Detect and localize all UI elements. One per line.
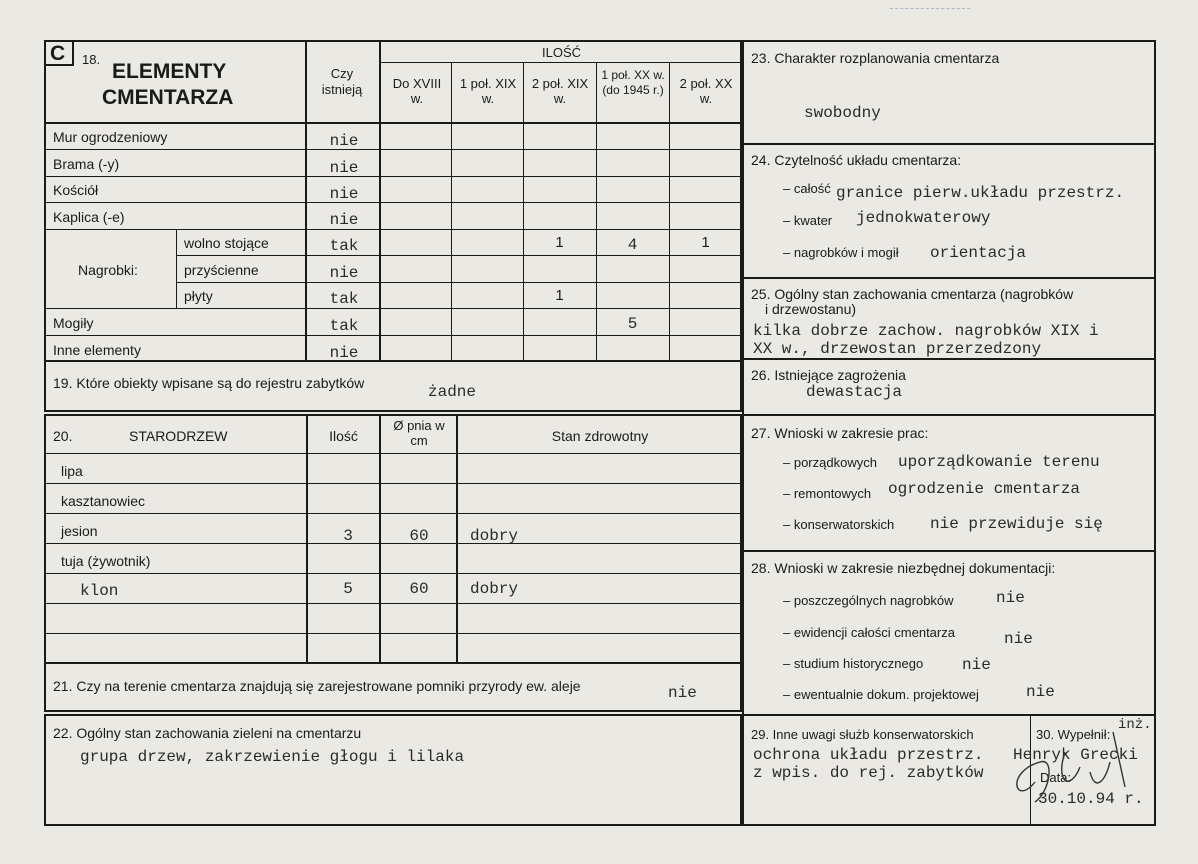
quantity-value: 4 bbox=[627, 236, 638, 254]
tree-label: kasztanowiec bbox=[61, 493, 146, 509]
section-20-number: 20. bbox=[53, 428, 73, 444]
row-label: Kaplica (-e) bbox=[53, 209, 125, 225]
exists-value: nie bbox=[329, 132, 359, 150]
section-27-label: 27. Wnioski w zakresie prac: bbox=[751, 425, 929, 441]
tree-qty: 3 bbox=[343, 527, 353, 545]
divider bbox=[379, 40, 381, 362]
row-label: Mogiły bbox=[53, 315, 94, 331]
work-item-label: – porządkowych bbox=[783, 455, 877, 470]
section-26-value: dewastacja bbox=[806, 383, 903, 401]
work-item-label: – remontowych bbox=[783, 486, 872, 501]
section-18-number: 18. bbox=[82, 52, 101, 67]
divider bbox=[176, 255, 742, 256]
exists-value: tak bbox=[329, 290, 359, 308]
exists-value: tak bbox=[329, 237, 359, 255]
tree-label: klon bbox=[80, 582, 119, 600]
tree-health: dobry bbox=[470, 527, 519, 545]
divider bbox=[742, 550, 1156, 552]
exists-value: nie bbox=[329, 159, 359, 177]
section-29-value-2: z wpis. do rej. zabytków bbox=[753, 764, 984, 782]
section-19-value: żadne bbox=[428, 383, 477, 401]
divider bbox=[742, 143, 1156, 145]
legibility-item-value: jednokwaterowy bbox=[856, 209, 991, 227]
divider bbox=[44, 335, 742, 336]
exists-value: nie bbox=[329, 211, 359, 229]
col-header-quantity: ILOŚĆ bbox=[541, 45, 581, 60]
doc-item-label: – ewidencji całości cmentarza bbox=[783, 625, 955, 640]
tree-health: dobry bbox=[470, 580, 519, 598]
section-24-label: 24. Czytelność układu cmentarza: bbox=[751, 152, 962, 168]
col-header-qty: Ilość bbox=[329, 428, 358, 444]
divider bbox=[44, 202, 742, 203]
row-label: płyty bbox=[184, 288, 213, 304]
divider bbox=[44, 453, 742, 454]
section-30-label: 30. Wypełnił: bbox=[1036, 727, 1111, 742]
section-18-title-2: CMENTARZA bbox=[102, 86, 234, 109]
divider bbox=[379, 62, 742, 63]
divider bbox=[669, 62, 670, 362]
tree-label: jesion bbox=[61, 523, 98, 539]
row-label: wolno stojące bbox=[184, 235, 269, 251]
divider bbox=[44, 633, 742, 634]
work-item-value: uporządkowanie terenu bbox=[898, 453, 1100, 471]
row-label: Inne elementy bbox=[53, 342, 141, 358]
legibility-item-label: – kwater bbox=[783, 213, 833, 228]
section-29-value-1: ochrona układu przestrz. bbox=[753, 746, 984, 764]
exists-value: tak bbox=[329, 317, 359, 335]
section-22-value: grupa drzew, zakrzewienie głogu i lilaka bbox=[80, 748, 465, 766]
doc-item-label: – poszczególnych nagrobków bbox=[783, 593, 954, 608]
divider bbox=[451, 62, 452, 362]
quantity-value: 1 bbox=[555, 287, 564, 304]
section-25-label-1: 25. Ogólny stan zachowania cmentarza (nagrobków bbox=[751, 286, 1074, 302]
date-value: 30.10.94 r. bbox=[1038, 790, 1144, 808]
divider bbox=[44, 573, 742, 574]
row-label: Kościół bbox=[53, 182, 99, 198]
section-19-label: 19. Które obiekty wpisane są do rejestru zabytków bbox=[53, 375, 365, 391]
section-23-label: 23. Charakter rozplanowania cmentarza bbox=[751, 50, 1000, 66]
doc-item-label: – ewentualnie dokum. projektowej bbox=[783, 687, 979, 702]
divider bbox=[44, 176, 742, 177]
col-header-exists: Czy istnieją bbox=[321, 66, 363, 97]
section-26-label: 26. Istniejące zagrożenia bbox=[751, 367, 906, 383]
section-22-label: 22. Ogólny stan zachowania zieleni na cmentarzu bbox=[53, 725, 362, 741]
section-25-value-1: kilka dobrze zachow. nagrobków XIX i bbox=[753, 322, 1099, 340]
doc-item-value: nie bbox=[996, 589, 1025, 607]
col-header-diameter: Ø pnia w cm bbox=[393, 418, 445, 448]
row-label: Brama (-y) bbox=[53, 156, 120, 172]
section-letter: C bbox=[50, 42, 66, 65]
legibility-item-label: – nagrobków i mogił bbox=[783, 245, 899, 260]
section-28-label: 28. Wnioski w zakresie niezbędnej dokumentacji: bbox=[751, 560, 1056, 576]
doc-item-label: – studium historycznego bbox=[783, 656, 924, 671]
exists-value: nie bbox=[329, 344, 359, 362]
divider bbox=[742, 414, 1156, 416]
work-item-value: nie przewiduje się bbox=[930, 515, 1103, 533]
period-header-3: 2 poł. XIX w. bbox=[531, 76, 589, 106]
tree-label: tuja (żywotnik) bbox=[61, 553, 151, 569]
divider bbox=[44, 229, 742, 230]
section-20-title: STARODRZEW bbox=[129, 428, 228, 444]
section-23-value: swobodny bbox=[804, 104, 881, 122]
exists-value: nie bbox=[329, 264, 359, 282]
work-item-value: ogrodzenie cmentarza bbox=[888, 480, 1081, 498]
quantity-value: 5 bbox=[627, 315, 638, 333]
divider bbox=[44, 122, 742, 124]
filler-prefix: inż. bbox=[1118, 717, 1152, 733]
section-21-value: nie bbox=[668, 684, 697, 702]
section-29-label: 29. Inne uwagi służb konserwatorskich bbox=[751, 727, 974, 742]
divider bbox=[44, 513, 742, 514]
tree-diameter: 60 bbox=[409, 527, 429, 545]
quantity-value: 1 bbox=[701, 234, 710, 251]
divider bbox=[306, 414, 308, 664]
divider bbox=[176, 229, 177, 309]
exists-value: nie bbox=[329, 185, 359, 203]
tree-diameter: 60 bbox=[409, 580, 429, 598]
date-label: Data: bbox=[1040, 770, 1072, 785]
quantity-value: 1 bbox=[555, 234, 564, 251]
work-item-label: – konserwatorskich bbox=[783, 517, 895, 532]
doc-item-value: nie bbox=[1004, 630, 1033, 648]
nagrobki-label: Nagrobki: bbox=[78, 262, 138, 278]
divider bbox=[305, 40, 307, 362]
legibility-item-value: granice pierw.układu przestrz. bbox=[836, 184, 1125, 202]
tree-qty: 5 bbox=[343, 580, 353, 598]
divider bbox=[44, 483, 742, 484]
divider bbox=[523, 62, 524, 362]
section-25-label-2: i drzewostanu) bbox=[765, 301, 857, 317]
signature-mark bbox=[995, 712, 1145, 812]
filler-name: Henryk Grecki bbox=[1013, 746, 1138, 764]
divider bbox=[44, 149, 742, 150]
doc-item-value: nie bbox=[1026, 683, 1055, 701]
legibility-item-label: – całość bbox=[783, 181, 831, 196]
section-18-title-1: ELEMENTY bbox=[112, 60, 227, 83]
doc-item-value: nie bbox=[962, 656, 991, 674]
divider bbox=[176, 282, 742, 283]
period-header-1: Do XVIII w. bbox=[392, 76, 442, 106]
section-21-label: 21. Czy na terenie cmentarza znajdują się zarejestrowane pomniki przyrody ew. aleje bbox=[53, 678, 581, 694]
legibility-item-value: orientacja bbox=[930, 244, 1027, 262]
stamp-mark bbox=[890, 8, 970, 15]
period-header-2: 1 poł. XIX w. bbox=[459, 76, 517, 106]
divider bbox=[742, 277, 1156, 279]
tree-label: lipa bbox=[61, 463, 83, 479]
section-25-value-2: XX w., drzewostan przerzedzony bbox=[753, 340, 1042, 358]
divider bbox=[456, 414, 458, 664]
divider bbox=[742, 358, 1156, 360]
period-header-5: 2 poł. XX w. bbox=[679, 76, 733, 106]
divider bbox=[44, 603, 742, 604]
period-header-4: 1 poł. XX w. (do 1945 r.) bbox=[601, 68, 665, 97]
row-label: przyścienne bbox=[184, 262, 259, 278]
col-header-health: Stan zdrowotny bbox=[551, 428, 649, 444]
divider bbox=[44, 308, 742, 309]
row-label: Mur ogrodzeniowy bbox=[53, 129, 168, 145]
